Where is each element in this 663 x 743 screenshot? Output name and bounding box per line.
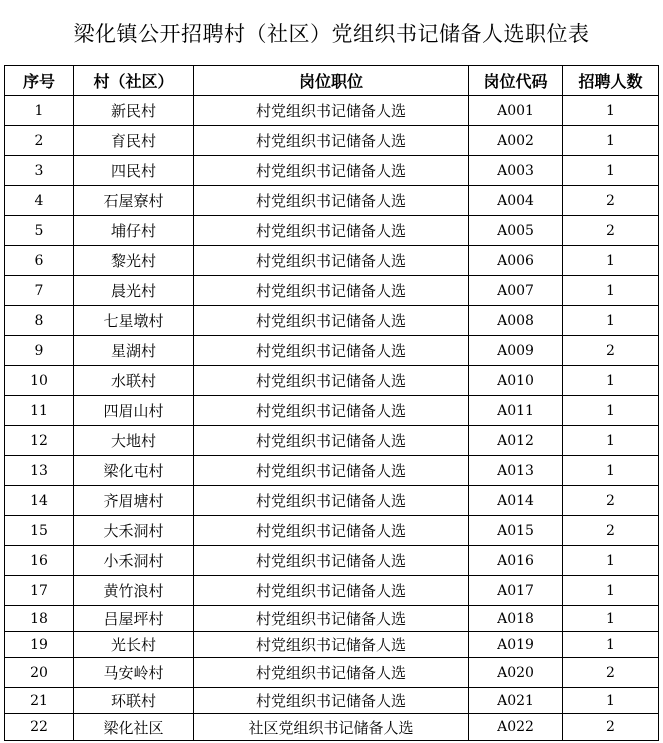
cell-no: 11 (5, 396, 74, 426)
cell-code: A005 (469, 216, 563, 246)
cell-village: 石屋寮村 (74, 186, 194, 216)
cell-count: 1 (563, 246, 659, 276)
table-row (5, 246, 659, 276)
cell-code: A006 (469, 246, 563, 276)
table-row (5, 216, 659, 246)
table-row (5, 576, 659, 606)
cell-code: A004 (469, 186, 563, 216)
cell-position: 村党组织书记储备人选 (194, 96, 469, 126)
cell-count: 1 (563, 96, 659, 126)
cell-count: 1 (563, 456, 659, 486)
cell-code: A020 (469, 658, 563, 688)
cell-count: 1 (563, 366, 659, 396)
table-row (5, 632, 659, 658)
cell-code: A007 (469, 276, 563, 306)
cell-count: 1 (563, 126, 659, 156)
cell-village: 七星墩村 (74, 306, 194, 336)
cell-village: 育民村 (74, 126, 194, 156)
cell-position: 村党组织书记储备人选 (194, 456, 469, 486)
cell-position: 村党组织书记储备人选 (194, 396, 469, 426)
cell-village: 齐眉塘村 (74, 486, 194, 516)
cell-position: 村党组织书记储备人选 (194, 246, 469, 276)
cell-count: 1 (563, 306, 659, 336)
cell-count: 1 (563, 276, 659, 306)
header-count: 招聘人数 (563, 66, 659, 96)
cell-no: 8 (5, 306, 74, 336)
cell-code: A021 (469, 688, 563, 714)
cell-position: 村党组织书记储备人选 (194, 606, 469, 632)
cell-village: 小禾洞村 (74, 546, 194, 576)
cell-no: 4 (5, 186, 74, 216)
cell-position: 村党组织书记储备人选 (194, 156, 469, 186)
table-row (5, 516, 659, 546)
cell-village: 大禾洞村 (74, 516, 194, 546)
table-row (5, 306, 659, 336)
cell-position: 村党组织书记储备人选 (194, 126, 469, 156)
table-row (5, 456, 659, 486)
cell-count: 2 (563, 186, 659, 216)
cell-no: 1 (5, 96, 74, 126)
cell-village: 马安岭村 (74, 658, 194, 688)
cell-no: 22 (5, 714, 74, 741)
cell-code: A008 (469, 306, 563, 336)
cell-code: A019 (469, 632, 563, 658)
table-row (5, 658, 659, 688)
cell-village: 星湖村 (74, 336, 194, 366)
cell-position: 村党组织书记储备人选 (194, 186, 469, 216)
cell-no: 19 (5, 632, 74, 658)
cell-position: 村党组织书记储备人选 (194, 306, 469, 336)
table-row (5, 688, 659, 714)
table-row (5, 126, 659, 156)
cell-code: A010 (469, 366, 563, 396)
cell-village: 四眉山村 (74, 396, 194, 426)
cell-count: 1 (563, 546, 659, 576)
table-row (5, 96, 659, 126)
cell-no: 12 (5, 426, 74, 456)
table-row (5, 546, 659, 576)
cell-count: 1 (563, 576, 659, 606)
cell-position: 村党组织书记储备人选 (194, 216, 469, 246)
cell-no: 6 (5, 246, 74, 276)
cell-count: 1 (563, 632, 659, 658)
cell-no: 20 (5, 658, 74, 688)
table-row (5, 396, 659, 426)
cell-village: 四民村 (74, 156, 194, 186)
cell-no: 14 (5, 486, 74, 516)
cell-no: 3 (5, 156, 74, 186)
table-row (5, 186, 659, 216)
cell-no: 17 (5, 576, 74, 606)
cell-village: 环联村 (74, 688, 194, 714)
cell-village: 梁化社区 (74, 714, 194, 741)
cell-code: A002 (469, 126, 563, 156)
cell-position: 村党组织书记储备人选 (194, 276, 469, 306)
cell-no: 18 (5, 606, 74, 632)
cell-position: 村党组织书记储备人选 (194, 688, 469, 714)
cell-position: 社区党组织书记储备人选 (194, 714, 469, 741)
cell-count: 1 (563, 688, 659, 714)
header-code: 岗位代码 (469, 66, 563, 96)
header-village: 村（社区） (74, 66, 194, 96)
cell-no: 7 (5, 276, 74, 306)
positions-table (4, 65, 659, 741)
cell-count: 2 (563, 486, 659, 516)
cell-village: 晨光村 (74, 276, 194, 306)
header-position: 岗位职位 (194, 66, 469, 96)
header-row (5, 66, 659, 96)
cell-village: 黄竹浪村 (74, 576, 194, 606)
cell-position: 村党组织书记储备人选 (194, 516, 469, 546)
cell-code: A014 (469, 486, 563, 516)
cell-position: 村党组织书记储备人选 (194, 366, 469, 396)
document-title: 梁化镇公开招聘村（社区）党组织书记储备人选职位表 (73, 21, 590, 46)
cell-code: A009 (469, 336, 563, 366)
table-row (5, 606, 659, 632)
cell-code: A001 (469, 96, 563, 126)
cell-position: 村党组织书记储备人选 (194, 658, 469, 688)
cell-village: 黎光村 (74, 246, 194, 276)
cell-position: 村党组织书记储备人选 (194, 632, 469, 658)
table-row (5, 156, 659, 186)
cell-village: 埔仔村 (74, 216, 194, 246)
cell-no: 16 (5, 546, 74, 576)
cell-no: 10 (5, 366, 74, 396)
cell-count: 1 (563, 396, 659, 426)
cell-position: 村党组织书记储备人选 (194, 576, 469, 606)
table-row (5, 426, 659, 456)
cell-code: A013 (469, 456, 563, 486)
table-row (5, 486, 659, 516)
cell-count: 1 (563, 606, 659, 632)
cell-no: 2 (5, 126, 74, 156)
cell-count: 2 (563, 336, 659, 366)
cell-village: 吕屋坪村 (74, 606, 194, 632)
cell-count: 2 (563, 714, 659, 741)
cell-code: A016 (469, 546, 563, 576)
cell-count: 1 (563, 426, 659, 456)
cell-code: A022 (469, 714, 563, 741)
cell-position: 村党组织书记储备人选 (194, 426, 469, 456)
table-row (5, 276, 659, 306)
cell-village: 光长村 (74, 632, 194, 658)
table-row (5, 366, 659, 396)
header-no: 序号 (5, 66, 74, 96)
cell-no: 21 (5, 688, 74, 714)
cell-position: 村党组织书记储备人选 (194, 486, 469, 516)
cell-no: 15 (5, 516, 74, 546)
cell-village: 新民村 (74, 96, 194, 126)
cell-village: 大地村 (74, 426, 194, 456)
cell-position: 村党组织书记储备人选 (194, 546, 469, 576)
cell-code: A011 (469, 396, 563, 426)
cell-no: 9 (5, 336, 74, 366)
cell-no: 13 (5, 456, 74, 486)
cell-code: A015 (469, 516, 563, 546)
cell-code: A003 (469, 156, 563, 186)
table-row (5, 714, 659, 741)
cell-position: 村党组织书记储备人选 (194, 336, 469, 366)
cell-code: A017 (469, 576, 563, 606)
cell-count: 2 (563, 516, 659, 546)
cell-village: 梁化屯村 (74, 456, 194, 486)
cell-code: A018 (469, 606, 563, 632)
cell-no: 5 (5, 216, 74, 246)
cell-count: 2 (563, 658, 659, 688)
cell-count: 1 (563, 156, 659, 186)
cell-village: 水联村 (74, 366, 194, 396)
cell-count: 2 (563, 216, 659, 246)
cell-code: A012 (469, 426, 563, 456)
table-row (5, 336, 659, 366)
